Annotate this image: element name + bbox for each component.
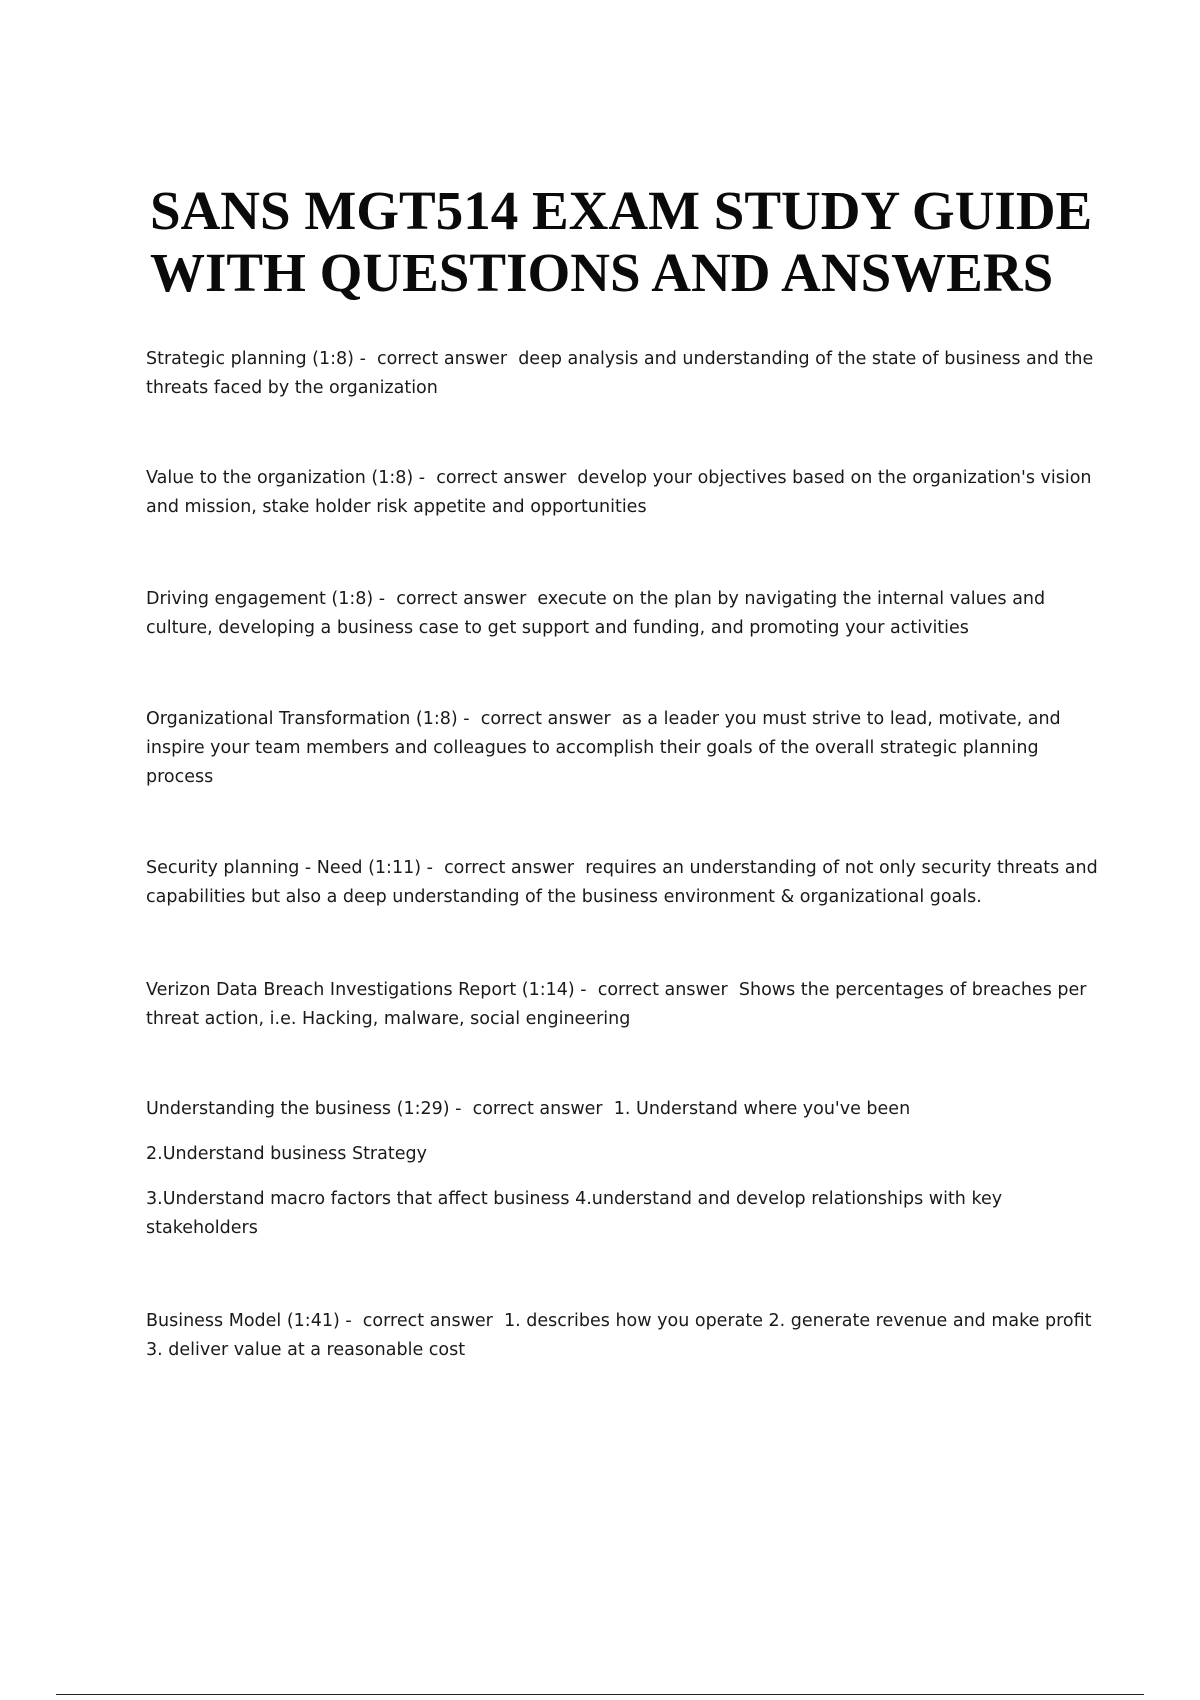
qa-answer: deep analysis and understanding of the state of business and the threats faced by the organization [146,349,1094,398]
qa-term: Business Model (1:41) [146,1311,340,1331]
title-line-2: WITH QUESTIONS AND ANSWERS [150,242,1054,303]
document-title [150,180,1140,304]
qa-separator: - correct answer [373,589,538,609]
qa-term: Verizon Data Breach Investigations Report (1:14) [146,980,575,1000]
qa-answer: develop your objectives based on the organization's vision and mission, stake holder risk appetite and opportunities [146,468,1092,517]
qa-entry-business-model [146,1307,1106,1365]
qa-answer: execute on the plan by navigating the internal values and culture, developing a business case to get support and funding, and promoting your activities [146,589,1046,638]
qa-separator: - correct answer [449,1099,614,1119]
qa-term: Security planning - Need (1:11) [146,858,422,878]
qa-entry-organizational-transformation [146,705,1106,792]
qa-entry-value-to-organization [146,464,1106,522]
qa-answer: 1. describes how you operate 2. generate revenue and make profit 3. deliver value at a reasonable cost [146,1311,1092,1360]
qa-extra-line: 2.Understand business Strategy [146,1144,427,1164]
qa-answer: 1. Understand where you've been [613,1099,911,1119]
qa-term: Organizational Transformation (1:8) [146,709,458,729]
qa-answer: requires an understanding of not only security threats and capabilities but also a deep understanding of the business environment & organizational goals. [146,858,1098,907]
qa-answer: Shows the percentages of breaches per threat action, i.e. Hacking, malware, social engineering [146,980,1087,1029]
qa-entry-strategic-planning [146,345,1106,403]
qa-separator: - correct answer [413,468,578,488]
qa-entry-security-planning [146,854,1106,912]
qa-term: Value to the organization (1:8) [146,468,414,488]
title-line-1: SANS MGT514 EXAM STUDY GUIDE [150,180,1093,241]
qa-separator: - correct answer [354,349,519,369]
qa-entry-understanding-business [146,1095,1106,1259]
qa-separator: - correct answer [421,858,586,878]
qa-separator: - correct answer [574,980,739,1000]
qa-term: Driving engagement (1:8) [146,589,374,609]
qa-term: Strategic planning (1:8) [146,349,354,369]
qa-extra-line: 3.Understand macro factors that affect business 4.understand and develop relationships with key stakeholders [146,1189,1003,1238]
qa-entry-verizon-dbir [146,976,1106,1034]
qa-separator: - correct answer [339,1311,504,1331]
qa-first-line [146,1095,1106,1124]
qa-term: Understanding the business (1:29) [146,1099,450,1119]
qa-entry-driving-engagement [146,585,1106,643]
page-bottom-rule [56,1694,1144,1695]
qa-separator: - correct answer [457,709,622,729]
qa-answer: as a leader you must strive to lead, motivate, and inspire your team members and colleagues to accomplish their goals of the overall strategic planning process [146,709,1061,787]
